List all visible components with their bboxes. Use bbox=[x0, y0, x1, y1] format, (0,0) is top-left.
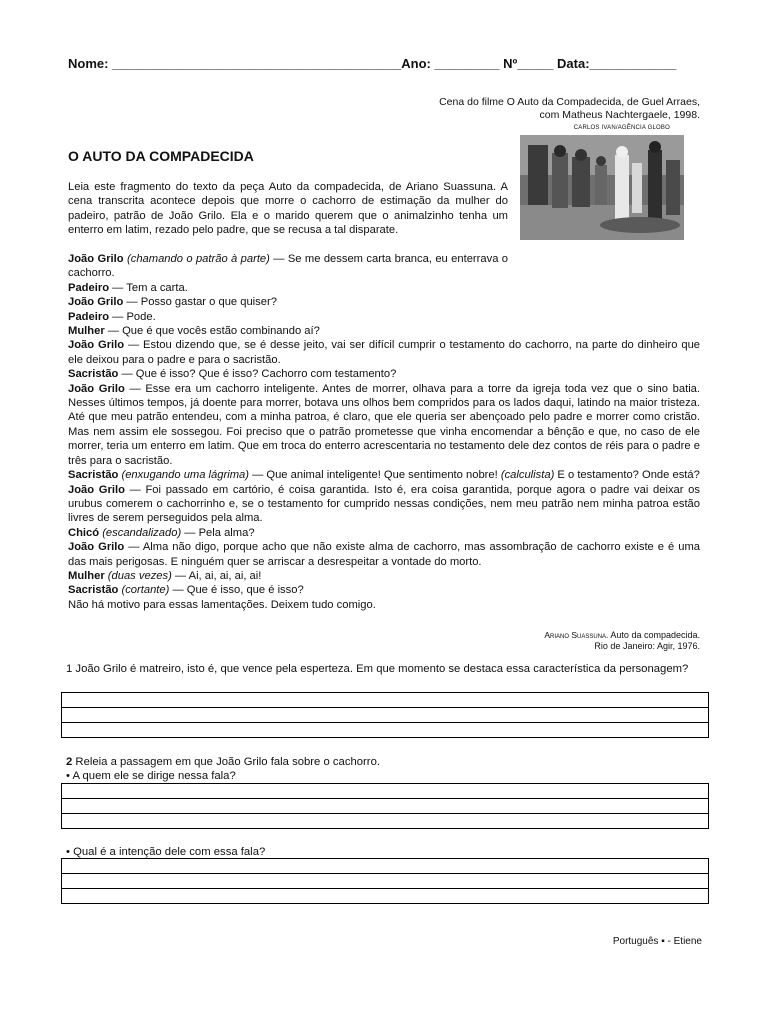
speaker-name: João Grilo bbox=[68, 296, 124, 309]
speech-text: — Que é que vocês estão combinando aí? bbox=[104, 325, 320, 338]
film-scene-photo bbox=[520, 135, 684, 240]
speech-text: — Pela alma? bbox=[181, 526, 255, 539]
dialogue-line bbox=[68, 540, 700, 569]
dialogue-line bbox=[68, 310, 700, 324]
photo-credit-line2: com Matheus Nachtergaele, 1998. bbox=[539, 109, 700, 121]
footer-label: Português ▪ - Etiene bbox=[612, 936, 702, 947]
question-2-text: Releia a passagem em que João Grilo fala sobre o cachorro. bbox=[72, 756, 380, 768]
dialogue-line bbox=[68, 468, 700, 482]
closing-line: Não há motivo para essas lamentações. Deixem tudo comigo. bbox=[68, 598, 376, 611]
source-author: Ariano Suassuna. bbox=[544, 630, 609, 640]
speaker-name: João Grilo bbox=[68, 382, 125, 395]
student-info-header: Nome: ________________________________________Ano: _________ Nº_____ Data:____________ bbox=[68, 56, 677, 71]
speaker-name: Sacristão bbox=[68, 469, 119, 482]
stage-direction: (enxugando uma lágrima) bbox=[121, 469, 249, 482]
dialogue-line bbox=[68, 569, 700, 583]
speaker-name: João Grilo bbox=[68, 339, 125, 352]
speaker-name: Chicó bbox=[68, 526, 100, 539]
dialogue-line bbox=[68, 324, 700, 338]
dialogue-line bbox=[68, 338, 700, 367]
stage-direction: (duas vezes) bbox=[107, 569, 172, 582]
speaker-name: Sacristão bbox=[68, 584, 119, 597]
speech-text: — Posso gastar o que quiser? bbox=[123, 296, 277, 309]
speech-text: — Se me dessem carta branca, eu enterrava o cachorro. bbox=[68, 253, 509, 280]
speaker-name: João Grilo bbox=[68, 541, 125, 554]
source-citation bbox=[544, 630, 700, 652]
intro-paragraph: Leia este fragmento do texto da peça Auto da compadecida, de Ariano Suassuna. A cena transcrita acontece depois que morre o cachorro de estimação da mulher do padeiro, patrão de João Grilo. Ela e o marido querem que o animalzinho tenha um enterro em latim, rezado pelo padre, que se recusa a tal disparate. bbox=[68, 181, 508, 237]
dialogue-line bbox=[68, 526, 700, 540]
page-title: O AUTO DA COMPADECIDA bbox=[68, 148, 254, 164]
dialogue-line bbox=[68, 483, 700, 526]
stage-direction: (cortante) bbox=[121, 584, 170, 597]
photo-credit-line1: Cena do filme O Auto da Compadecida, de Guel Arraes, bbox=[439, 96, 700, 108]
question-1: 1 João Grilo é matreiro, isto é, que vence pela esperteza. Em que momento se destaca essa característica da personagem? bbox=[66, 663, 689, 675]
question-2b: • Qual é a intenção dele com essa fala? bbox=[66, 846, 266, 858]
speaker-name: João Grilo bbox=[68, 253, 124, 265]
photo-credit bbox=[340, 96, 700, 135]
question-2-number: 2 bbox=[66, 756, 73, 768]
stage-direction: (chamando o patrão à parte) bbox=[127, 253, 270, 265]
dialogue-line bbox=[68, 367, 700, 381]
speaker-name: Mulher bbox=[68, 325, 105, 338]
source-publisher: Rio de Janeiro: Agir, 1976. bbox=[594, 641, 700, 651]
question-2 bbox=[66, 755, 702, 769]
dialogue-line bbox=[68, 382, 700, 468]
speech-text: — Alma não digo, porque acho que não existe alma de cachorro, mas assombração de cachorro existe e é uma das mais perigosas. E ninguém quer se arriscar a desrespeitar a vontade do morto. bbox=[68, 541, 701, 568]
speech-text: E o testamento? Onde está? bbox=[554, 469, 700, 482]
dialogue-line bbox=[68, 583, 700, 597]
speech-text: — Ai, ai, ai, ai, ai! bbox=[171, 569, 262, 582]
speech-text: — Esse era um cachorro inteligente. Antes de morrer, olhava para a torre da igreja toda vez que o sino batia. Nesses últimos tempos, já doente para morrer, botava uns olhos bem compridos para os lados daqui, latindo na maior tristeza. Até que meu patrão entendeu, com a minha patroa, é claro, que ele queria ser abençoado pelo padre e morrer como cristão. Mas nem assim ele sossegou. Foi preciso que o patrão prometesse que vinha encomendar a bênção e que, no caso de ele morrer, teria um enterro em latim. Que em troca do enterro acrescentaria no testamento dele dez contos de réis para o padre e três para o sacristão. bbox=[68, 382, 701, 467]
speech-text: — Pode. bbox=[109, 310, 156, 323]
speaker-name: Sacristão bbox=[68, 368, 119, 381]
speech-text: — Estou dizendo que, se é desse jeito, vai ser difícil cumprir o testamento do cachorro, na parte do dinheiro que ele deixou para o padre e para o sacristão. bbox=[68, 339, 701, 366]
dialogue-line bbox=[68, 252, 508, 281]
speaker-name: Padeiro bbox=[68, 281, 110, 294]
play-dialogue bbox=[68, 252, 700, 612]
answer-box-2b[interactable] bbox=[61, 858, 709, 904]
speech-text: — Que é isso, que é isso? bbox=[169, 584, 304, 597]
answer-box-2a[interactable] bbox=[61, 783, 709, 829]
speech-text: — Que é isso? Que é isso? Cachorro com testamento? bbox=[118, 368, 397, 381]
dialogue-line bbox=[68, 295, 700, 309]
speaker-name: Padeiro bbox=[68, 310, 110, 323]
stage-direction: (calculista) bbox=[500, 469, 555, 482]
question-2a: • A quem ele se dirige nessa fala? bbox=[66, 770, 236, 782]
source-work: Auto da compadecida. bbox=[608, 630, 700, 640]
speech-text: — Que animal inteligente! Que sentimento nobre! bbox=[248, 469, 498, 482]
speech-text: — Tem a carta. bbox=[109, 281, 188, 294]
speech-text: — Foi passado em cartório, é coisa garantida. Isto é, era coisa garantida, porque agora o padre vai deixar os urubus comerem o cachorrinho e, se o testamento for cumprido nessas condições, nem meu patrão nem minha patroa estão livres de serem perseguidos pela alma. bbox=[68, 483, 700, 525]
dialogue-line bbox=[68, 281, 700, 295]
speaker-name: Mulher bbox=[68, 569, 105, 582]
answer-box-1[interactable] bbox=[61, 692, 709, 738]
stage-direction: (escandalizado) bbox=[102, 526, 182, 539]
photo-agency: CARLOS IVAN/AGÊNCIA GLOBO bbox=[573, 125, 670, 131]
speaker-name: João Grilo bbox=[68, 483, 125, 496]
